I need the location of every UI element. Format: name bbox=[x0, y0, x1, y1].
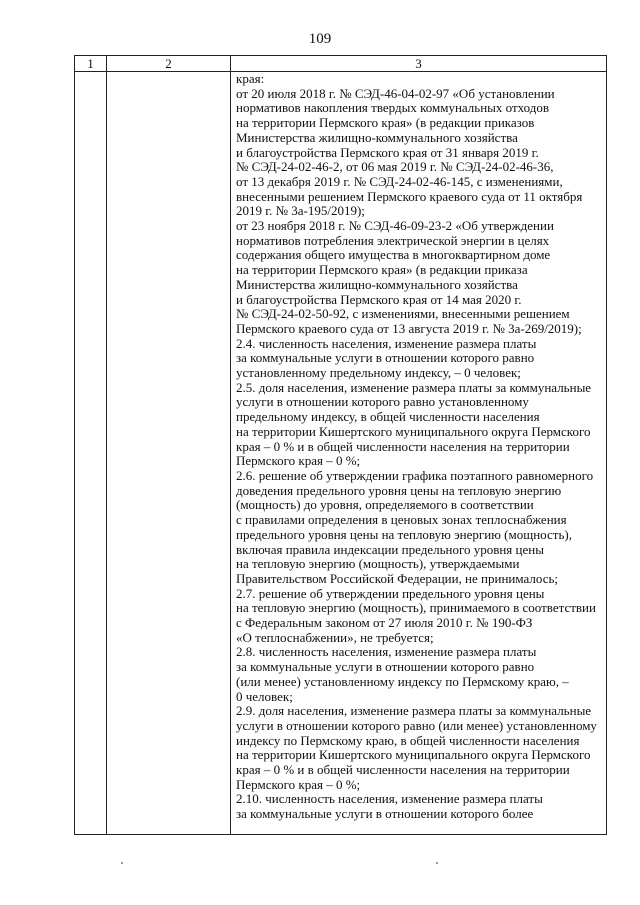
text-line: включая правила индексации предельного уровня цены bbox=[236, 542, 544, 557]
text-line: 2.4. численность населения, изменение размера платы bbox=[236, 336, 537, 351]
text-line: нормативов накопления твердых коммунальных отходов bbox=[236, 101, 550, 116]
text-line: Пермского краевого суда от 13 августа 2019 г. № 3а-269/2019); bbox=[236, 321, 582, 336]
text-line: «О теплоснабжении», не требуется; bbox=[236, 630, 434, 645]
text-line: за коммунальные услуги в отношении которого более bbox=[236, 807, 534, 822]
text-line: Министерства жилищно-коммунального хозяйства bbox=[236, 130, 518, 145]
text-line: (мощность) до уровня, определяемого в соответствии bbox=[236, 498, 534, 513]
text-line: и благоустройства Пермского края от 31 января 2019 г. bbox=[236, 145, 539, 160]
text-line: 2.6. решение об утверждении графика поэтапного равномерного bbox=[236, 468, 594, 483]
text-line: № СЭД-24-02-50-92, с изменениями, внесенными решением bbox=[236, 307, 570, 322]
table-body-row bbox=[75, 72, 607, 835]
text-line: за коммунальные услуги в отношении которого равно bbox=[236, 351, 535, 366]
text-line: (или менее) установленному индексу по Пермскому краю, – bbox=[236, 674, 569, 689]
text-line: Правительством Российской Федерации, не принималось; bbox=[236, 571, 559, 586]
text-line: предельного уровня цены на тепловую энергию (мощность), bbox=[236, 527, 572, 542]
text-line: на территории Кишертского муниципального округа Пермского bbox=[236, 424, 591, 439]
text-line: и благоустройства Пермского края от 14 мая 2020 г. bbox=[236, 292, 522, 307]
text-line: нормативов потребления электрической энергии в целях bbox=[236, 233, 550, 248]
text-line: от 23 ноября 2018 г. № СЭД-46-09-23-2 «Об утверждении bbox=[236, 219, 554, 234]
text-line: услуги в отношении которого равно установленному bbox=[236, 395, 529, 410]
text-line: от 13 декабря 2019 г. № СЭД-24-02-46-145, с изменениями, bbox=[236, 174, 563, 189]
document-table bbox=[74, 55, 607, 835]
text-lines bbox=[236, 72, 604, 822]
column-header-3: 3 bbox=[231, 56, 607, 72]
text-line: индексу по Пермскому краю, в общей численности населения bbox=[236, 733, 580, 748]
text-line: Пермского края – 0 %; bbox=[236, 777, 361, 792]
column-1-cell bbox=[75, 72, 107, 835]
text-line: 2019 г. № 3а-195/2019); bbox=[236, 204, 365, 219]
text-line: на территории Кишертского муниципального округа Пермского bbox=[236, 748, 591, 763]
text-line: предельному индексу, в общей численности населения bbox=[236, 410, 540, 425]
table-header-row bbox=[75, 56, 607, 72]
text-line: Пермского края – 0 %; bbox=[236, 454, 361, 469]
scan-speck bbox=[436, 862, 438, 864]
text-line: доведения предельного уровня цены на тепловую энергию bbox=[236, 483, 562, 498]
text-line: 2.7. решение об утверждении предельного уровня цены bbox=[236, 586, 545, 601]
column-2-cell bbox=[107, 72, 231, 835]
text-line: № СЭД-24-02-46-2, от 06 мая 2019 г. № СЭД-24-02-46-36, bbox=[236, 160, 554, 175]
text-line: края: bbox=[236, 72, 265, 86]
text-line: с Федеральным законом от 27 июля 2010 г. № 190-ФЗ bbox=[236, 616, 533, 631]
text-line: на территории Пермского края» (в редакции приказов bbox=[236, 116, 535, 131]
text-line: 2.9. доля населения, изменение размера платы за коммунальные bbox=[236, 704, 592, 719]
column-3-cell bbox=[231, 72, 607, 835]
text-line: 0 человек; bbox=[236, 689, 293, 704]
text-line: на тепловую энергию (мощность), принимаемого в соответствии bbox=[236, 601, 596, 616]
text-line: услуги в отношении которого равно (или менее) установленному bbox=[236, 718, 597, 733]
text-line: за коммунальные услуги в отношении которого равно bbox=[236, 660, 535, 675]
text-line: с правилами определения в ценовых зонах теплоснабжения bbox=[236, 513, 567, 528]
column-header-1: 1 bbox=[75, 56, 107, 72]
text-line: 2.8. численность населения, изменение размера платы bbox=[236, 645, 537, 660]
text-line: на тепловую энергию (мощность), утверждаемыми bbox=[236, 557, 520, 572]
text-line: на территории Пермского края» (в редакции приказа bbox=[236, 263, 528, 278]
text-line: 2.5. доля населения, изменение размера платы за коммунальные bbox=[236, 380, 592, 395]
page-number: 109 bbox=[308, 31, 332, 47]
text-line: от 20 июля 2018 г. № СЭД-46-04-02-97 «Об установлении bbox=[236, 86, 555, 101]
text-line: внесенными решением Пермского краевого суда от 11 октября bbox=[236, 189, 583, 204]
text-line: 2.10. численность населения, изменение размера платы bbox=[236, 792, 543, 807]
column-header-2: 2 bbox=[107, 56, 231, 72]
scan-speck bbox=[121, 862, 123, 864]
text-line: установленному предельному индексу, – 0 человек; bbox=[236, 366, 521, 381]
text-line: края – 0 % и в общей численности населения на территории bbox=[236, 439, 570, 454]
text-line: Министерства жилищно-коммунального хозяйства bbox=[236, 277, 518, 292]
text-line: содержания общего имущества в многоквартирном доме bbox=[236, 248, 551, 263]
text-line: края – 0 % и в общей численности населения на территории bbox=[236, 763, 570, 778]
